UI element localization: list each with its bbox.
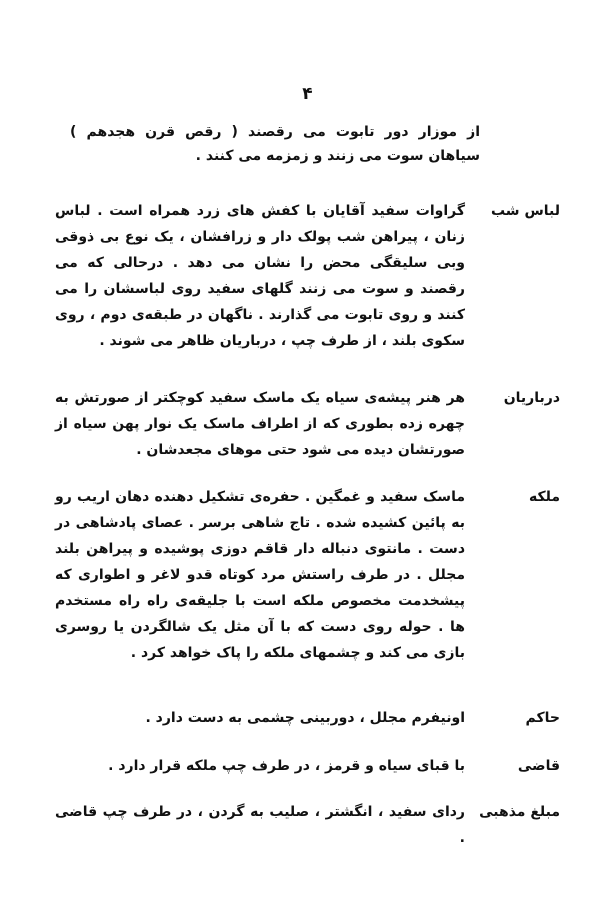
character-description: ردای سفید ، انگشتر ، صلیب به گردن ، در طرف چپ قاضی . [55, 804, 465, 846]
character-description: گراوات سفید آقایان با کفش های زرد همراه است . لباس زنان ، پیراهن شب پولک دار و زرافشان ، یک نوع بی ذوقی وبی سلیقگی محض را نشان می دهد . درحالی که می رقصند و سوت می زنند گلهای سفید روی لباسشان را می کنند و روی تابوت می گذارند . ناگهان در طبقه‌ی دوم ، روی سکوی بلند ، از طرف چپ ، درباریان ظاهر می شوند . [55, 203, 465, 349]
character-name: قاضی [517, 758, 560, 774]
character-name: مبلغ مذهبی [479, 804, 560, 820]
character-name: حاکم [525, 710, 560, 726]
character-description: هر هنر پیشه‌ی سیاه یک ماسک سفید کوچکتر از صورتش به چهره زده بطوری که از اطراف ماسک یک نوار پهن سیاه از صورتشان دیده می شود حتی موهای مجعدشان . [55, 390, 465, 458]
character-name: ملکه [528, 489, 560, 505]
character-description: اونیفرم مجلل ، دوربینی چشمی به دست دارد . [145, 710, 465, 726]
page-number: ۴ [302, 84, 313, 104]
character-name: لباس شب [490, 203, 560, 219]
character-name: درباریان [503, 390, 560, 406]
character-description: ماسک سفید و غمگین . حفره‌ی تشکیل دهنده دهان اریب رو به پائین کشیده شده . تاج شاهی برسر . عصای پادشاهی در دست . مانتوی دنباله دار قاقم دوزی پوشیده و پیراهن بلند مجلل . در طرف راستش مرد کوتاه قدو لاغر و اطواری که پیشخدمت مخصوص ملکه است با جلیقه‌ی راه راه مستخدم ها . حوله روی دست که با آن مثل یک شالگردن یا روسری بازی می کند و چشمهای ملکه را پاک خواهد کرد . [55, 489, 465, 661]
intro-paragraph: از موزار دور تابوت می رقصند ( رقص قرن هجدهم ) سیاهان سوت می زنند و زمزمه می کنند . [70, 124, 480, 164]
character-description: با قبای سیاه و قرمز ، در طرف چپ ملکه قرار دارد . [108, 758, 465, 774]
